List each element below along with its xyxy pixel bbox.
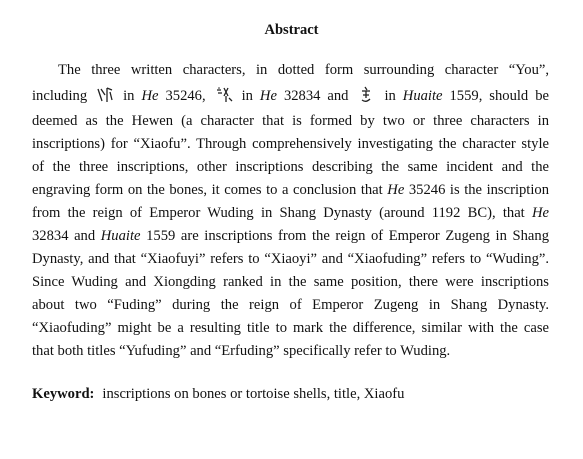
oracle-glyph-1-icon [96,86,114,104]
abstract-line-12: “Xiaofuding” might be a resulting title to mark the difference, similar with the case [32,320,549,336]
oracle-glyph-2-icon [215,86,233,104]
abstract-line-3: deemed as the Hewen (a character that is formed by two or three characters in [32,113,549,129]
abstract-line-6: engraving form on the bones, it comes to a conclusion that He 35246 is the inscription [32,182,550,198]
oracle-glyph-3-icon [357,86,375,104]
abstract-line-4: inscriptions) for “Xiaofu”. Through comprehensively investigating the character style [32,136,549,152]
abstract-line-5: of the three inscriptions, other inscriptions describing the same incident and the [32,159,549,175]
keyword-line [32,386,404,403]
abstract-line-2: including in He 35246, in He 32834 and in Huaite 1559, should be [32,88,549,104]
abstract-title: Abstract [264,22,319,38]
abstract-line-11: about two “Fuding” during the reign of Emperor Zugeng in Shang Dynasty. [32,297,549,313]
abstract-line-13: that both titles “Yufuding” and “Erfuding” specifically refer to Wuding. [32,343,451,359]
keyword-label: Keyword: [32,386,95,402]
abstract-line-10: Since Wuding and Xiongding ranked in the same position, there were inscriptions [32,274,549,290]
abstract-line-1: The three written characters, in dotted form surrounding character “You”, [58,62,549,78]
abstract-line-7: from the reign of Emperor Wuding in Shang Dynasty (around 1192 BC), that He [32,205,549,221]
keyword-text: inscriptions on bones or tortoise shells, title, Xiaofu [102,386,405,402]
abstract-line-9: Dynasty, and that “Xiaofuyi” refers to “Xiaoyi” and “Xiaofuding” refers to “Wuding”. [32,251,549,267]
abstract-line-8: 32834 and Huaite 1559 are inscriptions from the reign of Emperor Zugeng in Shang [32,228,549,244]
